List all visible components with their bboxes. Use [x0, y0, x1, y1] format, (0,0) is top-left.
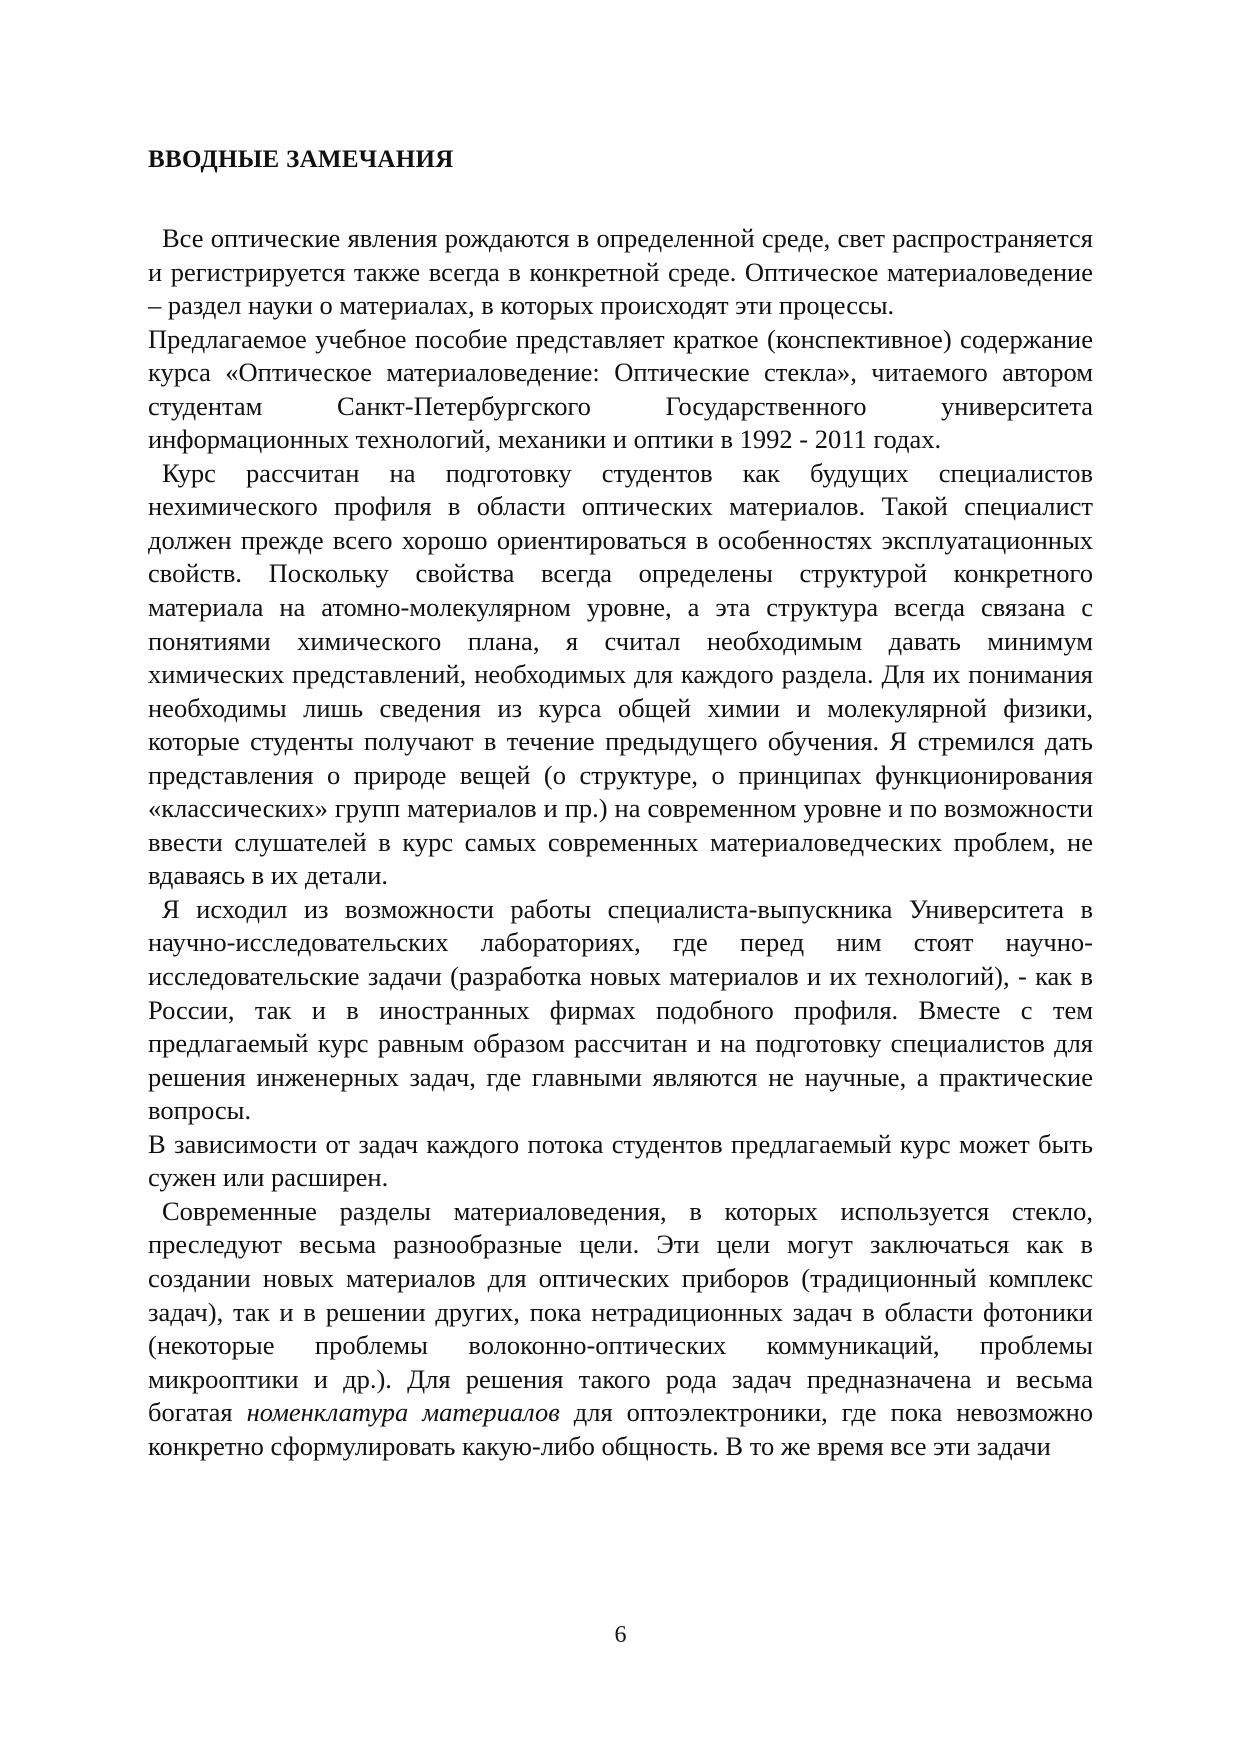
paragraph-6-end: для оптоэлектроники, где пока невозможно конкретно сформулировать какую-либо общность. В то же время все эти задачи [148, 1397, 1094, 1461]
document-page [148, 0, 1093, 1755]
nomenclature-emphasis: номенклатура материалов [246, 1397, 560, 1428]
paragraph-5: В зависимости от задач каждого потока студентов предлагаемый курс может быть сужен или расширен. [148, 1128, 1093, 1193]
paragraph-4: Я исходил из возможности работы специалиста-выпускника Университета в научно-исследовательских лабораториях, где перед ним стоят научно-исследовательские задачи (разработка новых материалов и их технологий), - как в России, так и в иностранных фирмах подобного профиля. Вместе с тем предлагаемый курс равным образом рассчитан и на подготовку специалистов для решения инженерных задач, где главными являются не научные, а практические вопросы. [148, 893, 1093, 1126]
paragraph-6-start: Современные разделы материаловедения, в которых используется стекло, преследуют весьма разнообразные цели. Эти цели могут заключаться как в создании новых материалов для оптических приборов (традиционный комплекс задач), так и в решении других, пока нетрадиционных задач в области фотоники (некоторые проблемы волоконно-оптических коммуникаций, проблемы микрооптики и др.). Для решения такого рода задач предназначена и весьма богатая [148, 1195, 1093, 1428]
paragraph-6 [148, 1195, 1093, 1463]
paragraph-2: Предлагаемое учебное пособие представляет краткое (конспективное) содержание курса «Оптическое материаловедение: Оптические стекла», читаемого автором студентам Санкт-Петербургского Государственного университета информационных технологий, механики и оптики в 1992 - 2011 годах. [148, 323, 1093, 455]
page-number: 6 [614, 1622, 627, 1648]
body-text [148, 222, 1093, 1463]
paragraph-1: Все оптические явления рождаются в определенной среде, свет распространяется и регистрируется также всегда в конкретной среде. Оптическое материаловедение – раздел науки о материалах, в которых происходят эти процессы. [148, 223, 1093, 321]
section-heading: ВВОДНЫЕ ЗАМЕЧАНИЯ [148, 146, 454, 173]
paragraph-3: Курс рассчитан на подготовку студентов как будущих специалистов нехимического профиля в области оптических материалов. Такой специалист должен прежде всего хорошо ориентироваться в особенностях эксплуатационных свойств. Поскольку свойства всегда определены структурой конкретного материала на атомно-молекулярном уровне, а эта структура всегда связана с понятиями химического плана, я считал необходимым давать минимум химических представлений, необходимых для каждого раздела. Для их понимания необходимы лишь сведения из курса общей химии и молекулярной физики, которые студенты получают в течение предыдущего обучения. Я стремился дать представления о природе вещей (о структуре, о принципах функционирования «классических» групп материалов и пр.) на современном уровне и по возможности ввести слушателей в курс самых современных материаловедческих проблем, не вдаваясь в их детали. [148, 457, 1093, 891]
